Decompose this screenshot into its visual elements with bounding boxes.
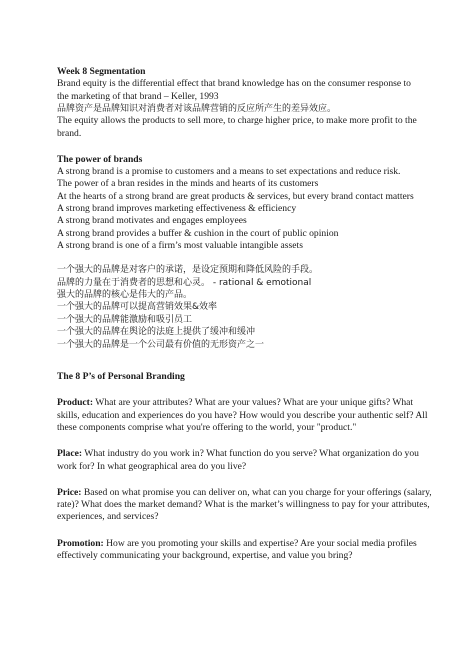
brand-equity-definition-line-2: the marketing of that brand – Keller, 1993: [57, 90, 219, 102]
price-text: Based on what promise you can deliver on, what can you charge for your offerings (salary, rate)? What does the market demand? What is the market’s willingness to pay for your attributes, experiences, and services?: [57, 486, 432, 523]
power-chinese-line-2: 品牌的力量在于消费者的思想和心灵。 - rational & emotional: [57, 277, 312, 288]
place-term: Place:: [57, 448, 83, 460]
power-chinese-line-1: 一个强大的品牌是对客户的承诺，是设定预期和降低风险的手段。: [57, 265, 319, 276]
promotion-term: Promotion:: [57, 537, 104, 549]
section-heading-segmentation: Week 8 Segmentation: [57, 66, 146, 77]
power-line-4: A strong brand improves marketing effectiveness & efficiency: [57, 203, 297, 215]
product-text: What are your attributes? What are your values? What are your unique gifts? What skills, education and experiences do you have? How would you describe your authentic self? All these components comprise what you're offering to the world, your "product.": [57, 397, 428, 433]
brand-equity-definition-chinese: 品牌资产是品牌知识对消费者对该品牌营销的反应所产生的差异效应。: [57, 103, 337, 114]
price-term: Price:: [57, 486, 82, 498]
equity-benefit-line-2: brand.: [57, 127, 82, 139]
power-line-6: A strong brand provides a buffer & cushion in the court of public opinion: [57, 227, 339, 239]
price-paragraph: [57, 487, 438, 524]
product-term: Product:: [57, 397, 94, 409]
power-chinese-line-5: 一个强大的品牌能激励和吸引员工: [57, 314, 193, 325]
promotion-text: How are you promoting your skills and expertise? Are your social media profiles effectively communicating your background, expertise, and value you bring?: [57, 537, 417, 562]
section-heading-power-of-brands: The power of brands: [57, 153, 143, 165]
section-heading-8ps: The 8 P’s of Personal Branding: [57, 371, 185, 383]
power-chinese-line-7: 一个强大的品牌是一个公司最有价值的无形资产之一: [57, 339, 265, 350]
power-line-5: A strong brand motivates and engages employees: [57, 215, 247, 227]
power-line-1: A strong brand is a promise to customers and a means to set expectations and reduce risk.: [57, 166, 401, 178]
power-line-7: A strong brand is one of a firm’s most valuable intangible assets: [57, 239, 303, 251]
promotion-paragraph: [57, 538, 438, 563]
place-paragraph: [57, 448, 438, 473]
place-text: What industry do you work in? What function do you serve? What organization do you work for? In what geographical area do you live?: [57, 448, 419, 472]
power-chinese-line-4: 一个强大的品牌可以提高营销效果&效率: [57, 302, 218, 313]
equity-benefit-line-1: The equity allows the products to sell more, to charge higher price, to make more profit to the: [57, 115, 417, 127]
brand-equity-definition-line-1: Brand equity is the differential effect that brand knowledge has on the consumer response to: [57, 78, 411, 90]
power-chinese-line-3: 强大的品牌的核心是伟大的产品。: [57, 290, 193, 301]
product-paragraph: [57, 397, 438, 434]
power-chinese-line-6: 一个强大的品牌在舆论的法庭上提供了缓冲和缓冲: [57, 327, 256, 338]
power-line-3: At the hearts of a strong brand are great products & services, but every brand contact matters: [57, 190, 414, 202]
power-line-2: The power of a bran resides in the minds and hearts of its customers: [57, 178, 319, 190]
